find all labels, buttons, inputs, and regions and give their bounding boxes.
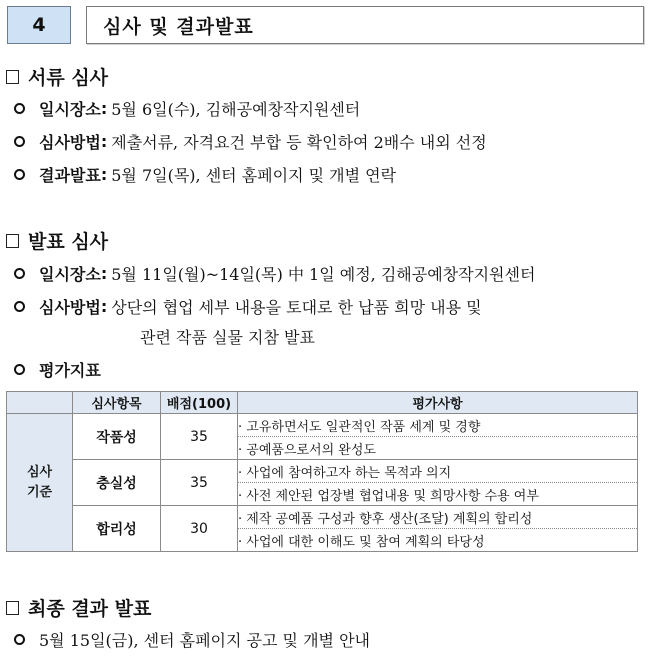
- table-header-row: [7, 392, 638, 414]
- presentation-review-schedule: [14, 262, 535, 285]
- circle-bullet-icon: [14, 268, 25, 279]
- table-header: 평가사항: [238, 392, 638, 414]
- final-result-title: 최종 결과 발표: [28, 598, 152, 620]
- circle-bullet-icon: [14, 364, 25, 375]
- item-label: 심사방법: [39, 298, 101, 317]
- item-label: 평가지표: [39, 361, 101, 380]
- detail-cell: · 사업에 대한 이해도 및 참여 계획의 타당성: [238, 529, 638, 552]
- document-review-title: 서류 심사: [28, 67, 109, 89]
- detail-cell: · 사업에 참여하고자 하는 목적과 의지: [238, 460, 638, 483]
- item-value: 상단의 협업 세부 내용을 토대로 한 납품 희망 내용 및: [111, 298, 482, 317]
- category-label: 심사 기준: [26, 464, 53, 500]
- item-label: 결과발표: [39, 166, 101, 185]
- score-cell: 35: [161, 414, 238, 460]
- item-label: 일시장소: [39, 265, 101, 284]
- circle-bullet-icon: [14, 103, 25, 114]
- criterion-cell: 충실성: [73, 460, 161, 506]
- item-label: 심사방법: [39, 133, 101, 152]
- evaluation-table: [6, 391, 638, 552]
- category-cell: [7, 414, 73, 552]
- detail-cell: · 제작 공예품 구성과 향후 생산(조달) 계획의 합리성: [238, 506, 638, 529]
- circle-bullet-icon: [14, 634, 25, 645]
- table-row: [7, 460, 638, 483]
- section-title: 심사 및 결과발표: [86, 6, 644, 44]
- item-colon: :: [100, 264, 108, 283]
- item-value: 5월 7일(목), 센터 홈페이지 및 개별 연락: [111, 166, 397, 185]
- square-bullet-icon: [6, 601, 19, 615]
- criterion-cell: 합리성: [73, 506, 161, 552]
- circle-bullet-icon: [14, 136, 25, 147]
- evaluation-criteria-heading: [14, 358, 101, 381]
- final-result-announcement: [14, 628, 370, 651]
- item-colon: :: [100, 132, 108, 151]
- section-number-badge: 4: [7, 6, 71, 44]
- item-colon: :: [100, 165, 108, 184]
- table-row: [7, 506, 638, 529]
- document-review-method: [14, 130, 487, 153]
- square-bullet-icon: [6, 234, 19, 248]
- table-header: 심사항목: [73, 392, 161, 414]
- detail-cell: · 고유하면서도 일관적인 작품 세계 및 경향: [238, 414, 638, 437]
- item-value: 제출서류, 자격요건 부합 등 확인하여 2배수 내외 선정: [111, 133, 487, 152]
- presentation-review-heading: [6, 227, 108, 254]
- item-value: 5월 6일(수), 김해공예창작지원센터: [111, 100, 361, 119]
- item-value: 5월 15일(금), 센터 홈페이지 공고 및 개별 안내: [39, 631, 371, 650]
- table-header: 배점(100): [161, 392, 238, 414]
- item-value: 5월 11일(월)~14일(목) 中 1일 예정, 김해공예창작지원센터: [111, 265, 536, 284]
- final-result-heading: [6, 594, 151, 621]
- detail-cell: · 공예품으로서의 완성도: [238, 437, 638, 460]
- document-review-schedule: [14, 97, 360, 120]
- circle-bullet-icon: [14, 169, 25, 180]
- square-bullet-icon: [6, 70, 19, 84]
- item-colon: :: [100, 297, 108, 316]
- presentation-review-method: [14, 295, 482, 318]
- item-label: 일시장소: [39, 100, 101, 119]
- document-review-result: [14, 163, 396, 186]
- score-cell: 35: [161, 460, 238, 506]
- presentation-review-title: 발표 심사: [28, 231, 109, 253]
- item-colon: :: [100, 99, 108, 118]
- table-row: [7, 414, 638, 437]
- score-cell: 30: [161, 506, 238, 552]
- detail-cell: · 사전 제안된 업장별 협업내용 및 희망사항 수용 여부: [238, 483, 638, 506]
- presentation-review-method-cont: 관련 작품 실물 지참 발표: [140, 328, 315, 347]
- criterion-cell: 작품성: [73, 414, 161, 460]
- table-corner-cell: [7, 392, 73, 414]
- document-review-heading: [6, 63, 108, 90]
- circle-bullet-icon: [14, 301, 25, 312]
